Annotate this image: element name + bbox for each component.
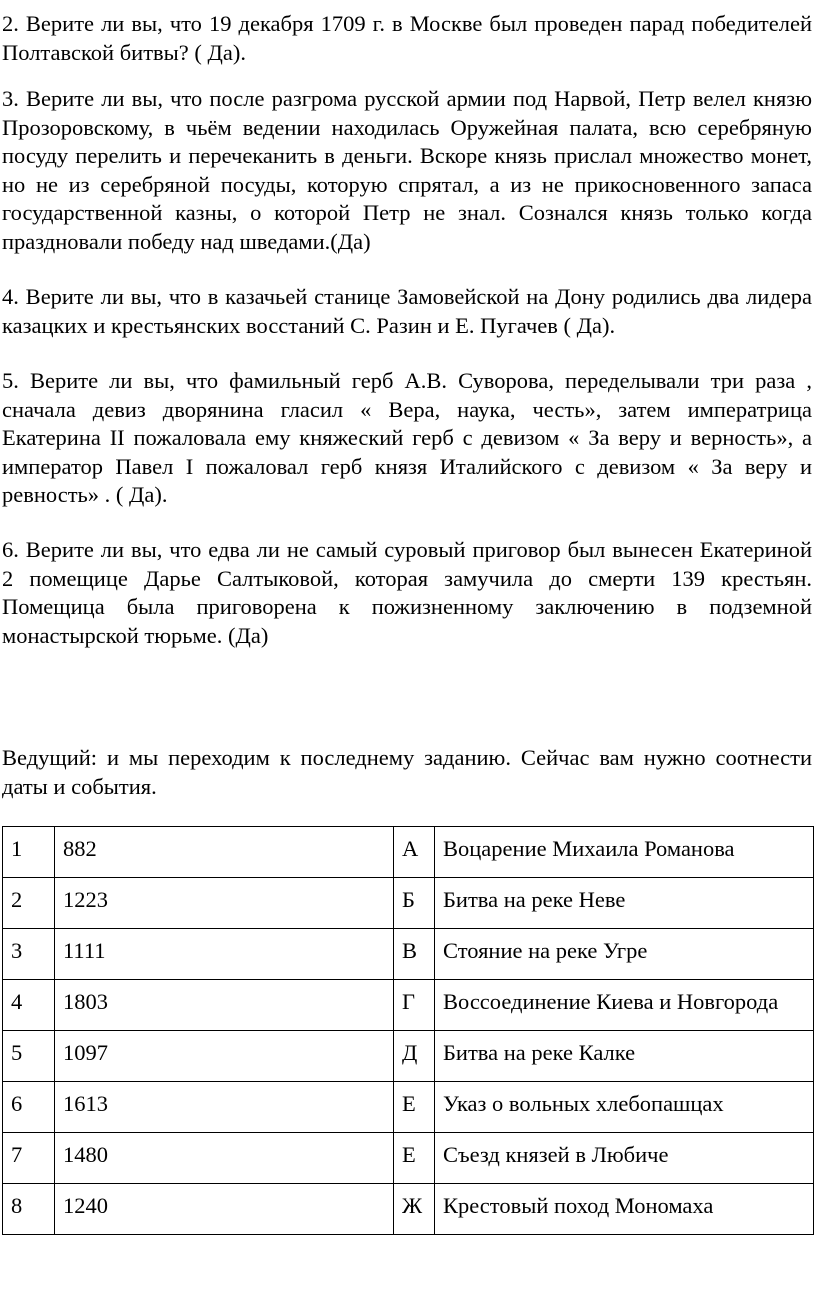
event-letter: Е	[394, 1133, 435, 1184]
event-letter: Е	[394, 1082, 435, 1133]
table-row	[3, 827, 814, 878]
table-row	[3, 1082, 814, 1133]
date-cell: 882	[55, 827, 394, 878]
question-5: 5. Верите ли вы, что фамильный герб А.В. Суворова, переделывали три раза , сначала девиз дворянина гласил « Вера, наука, честь», затем императрица Екатерина II пожаловала ему княжеский герб с девизом « За веру и верность», а император Павел I пожаловал герб князя Италийского с девизом « За веру и ревность» . ( Да).	[2, 368, 812, 508]
question-6: 6. Верите ли вы, что едва ли не самый суровый приговор был вынесен Екатериной 2 помещице Дарье Салтыковой, которая замучила до смерти 139 крестьян. Помещица была приговорена к пожизненному заключению в подземной монастырской тюрьме. (Да)	[2, 537, 812, 648]
table-row	[3, 980, 814, 1031]
table-row	[3, 1031, 814, 1082]
row-number: 8	[3, 1184, 55, 1235]
event-letter: А	[394, 827, 435, 878]
event-cell: Битва на реке Неве	[435, 878, 814, 929]
date-cell: 1803	[55, 980, 394, 1031]
row-number: 2	[3, 878, 55, 929]
row-number: 5	[3, 1031, 55, 1082]
table-row	[3, 929, 814, 980]
row-number: 1	[3, 827, 55, 878]
row-number: 3	[3, 929, 55, 980]
event-letter: В	[394, 929, 435, 980]
event-cell: Крестовый поход Мономаха	[435, 1184, 814, 1235]
event-cell: Воссоединение Киева и Новгорода	[435, 980, 814, 1031]
event-cell: Съезд князей в Любиче	[435, 1133, 814, 1184]
date-cell: 1613	[55, 1082, 394, 1133]
date-cell: 1097	[55, 1031, 394, 1082]
event-cell: Указ о вольных хлебопашцах	[435, 1082, 814, 1133]
question-3: 3. Верите ли вы, что после разгрома русской армии под Нарвой, Петр велел князю Прозоровскому, в чьём ведении находилась Оружейная палата, всю серебряную посуду перелить и перечеканить в деньги. Вскоре князь прислал множество монет, но не из серебряной посуды, которую спрятал, а из не прикосновенного запаса государственной казны, о которой Петр не знал. Сознался князь только когда праздновали победу над шведами.(Да)	[2, 86, 812, 254]
event-cell: Стояние на реке Угре	[435, 929, 814, 980]
table-row	[3, 1184, 814, 1235]
matching-table	[2, 826, 814, 1235]
event-cell: Воцарение Михаила Романова	[435, 827, 814, 878]
date-cell: 1223	[55, 878, 394, 929]
row-number: 6	[3, 1082, 55, 1133]
event-letter: Г	[394, 980, 435, 1031]
row-number: 7	[3, 1133, 55, 1184]
event-letter: Д	[394, 1031, 435, 1082]
event-letter: Ж	[394, 1184, 435, 1235]
host-instruction: Ведущий: и мы переходим к последнему заданию. Сейчас вам нужно соотнести даты и события.	[2, 745, 812, 799]
date-cell: 1111	[55, 929, 394, 980]
row-number: 4	[3, 980, 55, 1031]
date-cell: 1480	[55, 1133, 394, 1184]
question-4: 4. Верите ли вы, что в казачьей станице Замовейской на Дону родились два лидера казацких и крестьянских восстаний С. Разин и Е. Пугачев ( Да).	[2, 284, 812, 338]
event-letter: Б	[394, 878, 435, 929]
date-cell: 1240	[55, 1184, 394, 1235]
table-row	[3, 878, 814, 929]
event-cell: Битва на реке Калке	[435, 1031, 814, 1082]
table-row	[3, 1133, 814, 1184]
question-2: 2. Верите ли вы, что 19 декабря 1709 г. в Москве был проведен парад победителей Полтавской битвы? ( Да).	[2, 11, 812, 65]
